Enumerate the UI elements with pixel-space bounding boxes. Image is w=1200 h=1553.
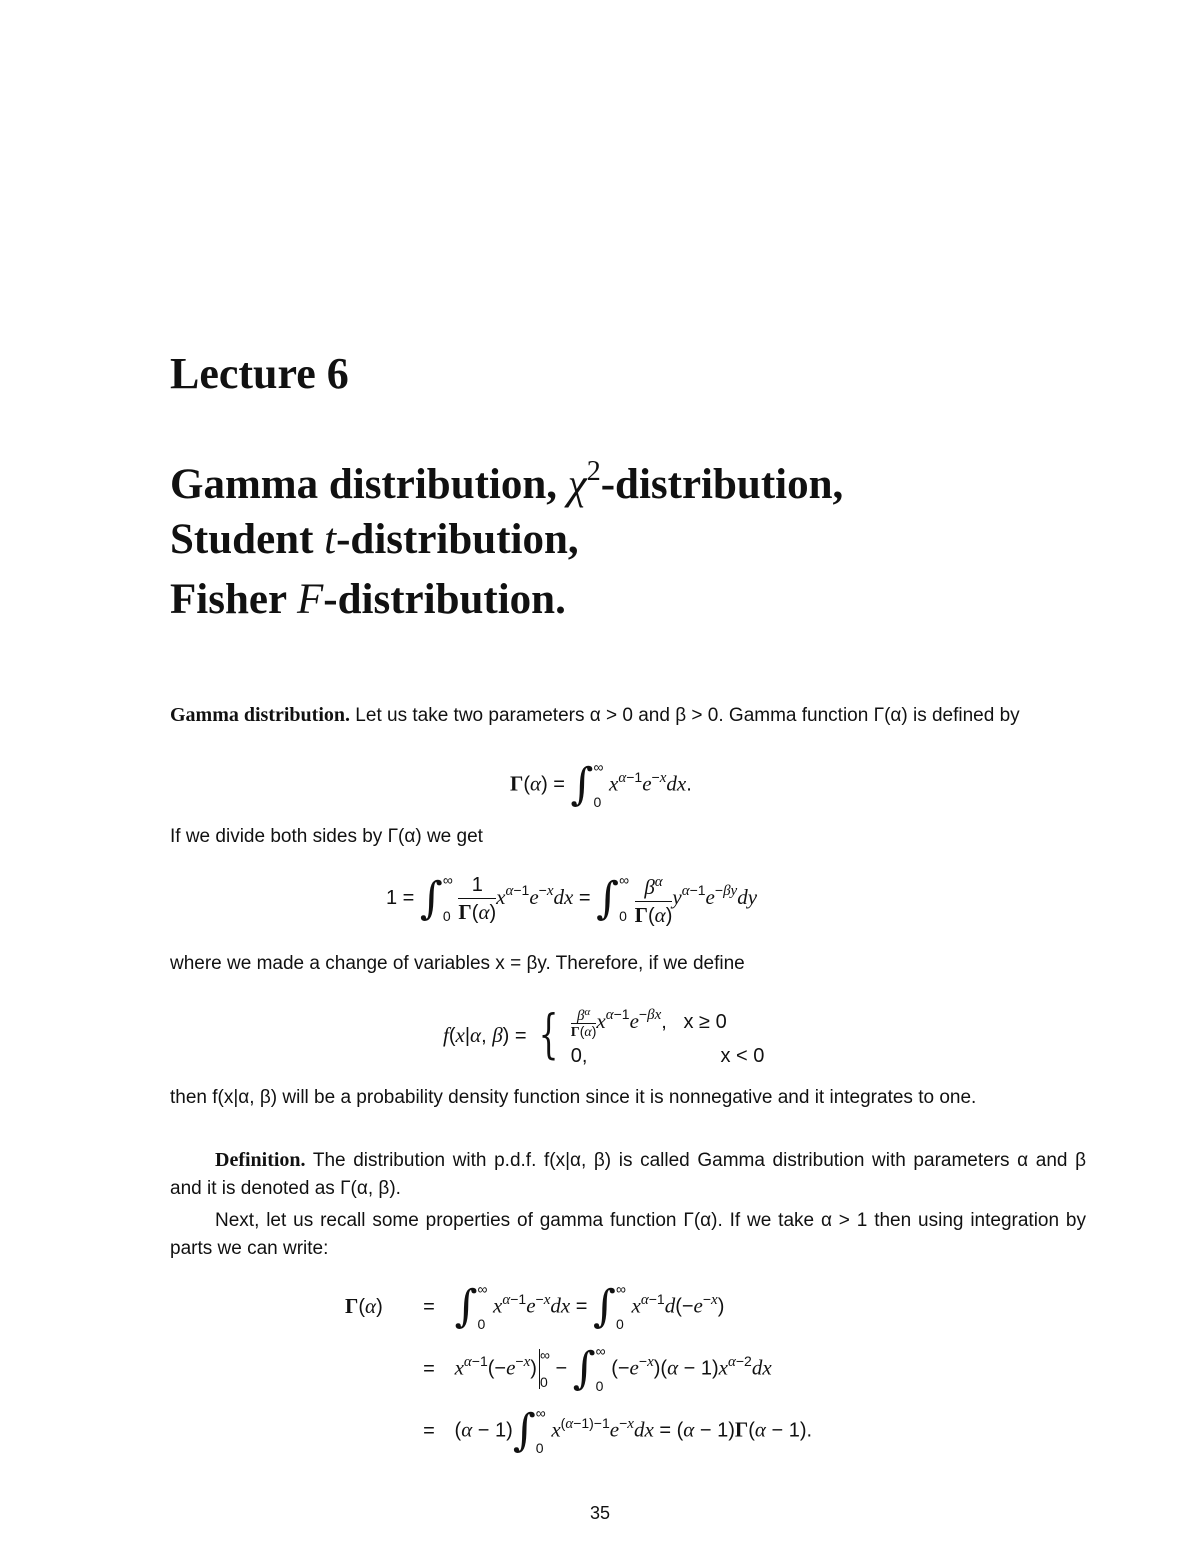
eq3-case1-condition: x ≥ 0 [683, 1011, 727, 1033]
eq4-line-2: = $x^{\alpha-1}(-e^{-x})$ ∞ 0 − ∫ ∞ 0 $(-e^{-x})(\alpha - 1)x^{\alpha-2}dx$ [423, 1343, 772, 1395]
paragraph-properties: Next, let us recall some properties of gamma function Γ(α). If we take α > 1 then using integration by parts we can write: [170, 1210, 1086, 1259]
eq4-line-3: = (α − 1)∫ ∞ 0 $x^{(\alpha-1)-1}e^{-x}dx = (\alpha - 1)\Gamma(\alpha - 1)$. [423, 1405, 813, 1457]
paragraph-gamma-intro [170, 701, 1086, 730]
equation-integration-by-parts [345, 1282, 812, 1468]
t-symbol: t [324, 516, 337, 563]
title-line-1-b: -distribution, [600, 461, 844, 508]
title-line-3-b: -distribution. [323, 576, 566, 623]
chi-exponent: 2 [586, 456, 601, 487]
title-line-1 [170, 458, 843, 506]
lecture-number: Lecture 6 [170, 349, 349, 398]
paragraph-pdf-explanation: then f(x|α, β) will be a probability density function since it is nonnegative and it integrates to one. [170, 1087, 977, 1108]
paragraph-change-variables: where we made a change of variables x = βy. Therefore, if we define [170, 953, 745, 974]
definition-heading: Definition. [215, 1149, 306, 1171]
title-line-2 [170, 518, 579, 561]
eq3-case2-condition: x < 0 [720, 1045, 765, 1068]
title-line-2-a: Student [170, 516, 325, 563]
equation-gamma-function: Γ(α) = ∫ ∞ 0 $x^{\alpha-1}e^{-x}dx$. [510, 759, 692, 811]
paragraph-gamma-intro-text: Let us take two parameters α > 0 and β > 0. Gamma function Γ(α) is defined by [350, 705, 1020, 726]
eq4-line-1: Γ(α) = ∫ ∞ 0 $x^{\alpha-1}e^{-x}dx$ = ∫ ∞ 0 $x^{\alpha-1}d(-e^{-x})$ [345, 1281, 725, 1333]
f-symbol: F [297, 576, 324, 623]
equation-gamma-pdf: f(x|α, β) = { $\frac{\beta^\alpha}{\Gamma(\alpha)}$ $x^{\alpha-1}e^{-\beta x}$, x ≥ 0 0, x < 0 [443, 1005, 765, 1068]
page-number: 35 [589, 1503, 611, 1523]
eq3-case2-value: 0, [570, 1045, 588, 1068]
chi-symbol: χ [567, 461, 587, 508]
equation-normalization: 1 = ∫ ∞ 0 $\frac{1}{\Gamma(\alpha)}$ $x^{\alpha-1}e^{-x}dx$ = ∫ ∞ 0 $\frac{\beta^\alpha}{\Gamma(\alpha)}$ $y^{\alpha-1}e^{-\beta y}dy$ [386, 868, 757, 929]
definition-gamma [170, 1146, 1086, 1203]
definition-text: The distribution with p.d.f. f(x|α, β) is called Gamma distribution with parameters α and β and it is denoted as Γ(α, β). [170, 1150, 1086, 1199]
paragraph-gamma-intro-heading: Gamma distribution. [170, 704, 351, 726]
title-line-3 [170, 578, 566, 621]
title-line-1-a: Gamma distribution, [170, 461, 568, 508]
title-line-3-a: Fisher [170, 576, 298, 623]
title-line-2-b: -distribution, [336, 516, 579, 563]
paragraph-divide: If we divide both sides by Γ(α) we get [170, 826, 483, 847]
